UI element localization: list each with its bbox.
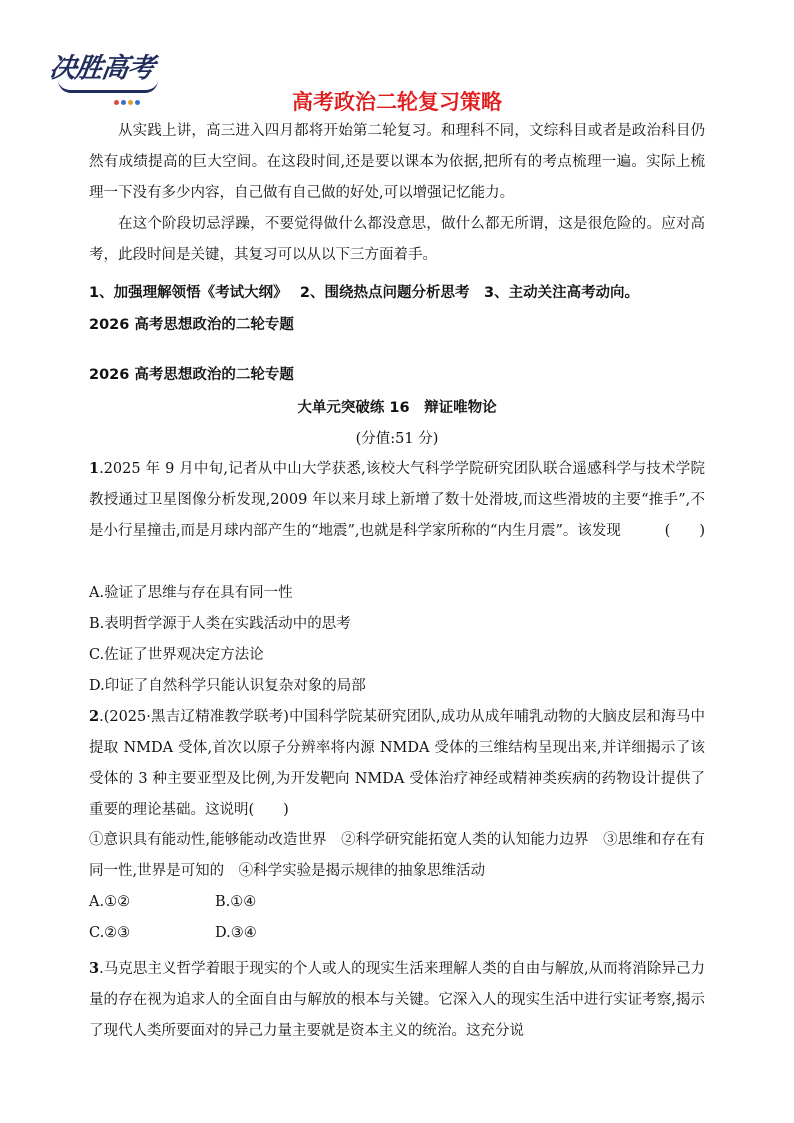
topic-heading-2: 2026 高考思想政治的二轮专题 xyxy=(89,367,294,383)
question-3 xyxy=(89,953,705,1047)
question-1 xyxy=(89,453,705,547)
exercise-title: 大单元突破练 16 辩证唯物论 xyxy=(297,400,497,416)
question-1-number: 1 xyxy=(89,460,100,477)
question-1-option-b: B.表明哲学源于人类在实践活动中的思考 xyxy=(89,616,351,632)
question-2-option-a: A.①② xyxy=(89,894,131,910)
question-1-option-a: A.验证了思维与存在具有同一性 xyxy=(89,585,293,601)
question-3-stem: .马克思主义哲学着眼于现实的个人或人的现实生活来理解人类的自由与解放,从而将消除异己力量的存在视为追求人的全面自由与解放的根本与关键。它深入人的现实生活中进行实证考察,揭示了现代人类所要面对的异己力量主要就是资本主义的统治。这充分说 xyxy=(89,961,705,1039)
question-1-option-c: C.佐证了世界观决定方法论 xyxy=(89,647,264,663)
strategy-points: 1、加强理解领悟《考试大纲》 2、围绕热点问题分析思考 3、主动关注高考动向。 xyxy=(89,285,640,301)
question-3-number: 3 xyxy=(89,960,100,977)
question-2-stem: .(2025·黑吉辽精准教学联考)中国科学院某研究团队,成功从成年哺乳动物的大脑皮层和海马中提取 NMDA 受体,首次以原子分辨率将内源 NMDA 受体的三维结构呈现出来,并详细揭示了该受体的 3 种主要亚型及比例,为开发靶向 NMDA 受体治疗神经或精神类疾病的药物设计提供了重要的理论基础。这说明( ) xyxy=(89,709,705,818)
question-1-answer-blank: ( ) xyxy=(664,523,705,539)
question-2-option-b: B.①④ xyxy=(215,894,257,910)
intro-paragraph-1: 从实践上讲，高三进入四月都将开始第二轮复习。和理科不同，文综科目或者是政治科目仍然有成绩提高的巨大空间。在这段时间,还是要以课本为依据,把所有的考点梳理一遍。实际上梳理一下没有多少内容，自己做有自己做的好处,可以增强记忆能力。 xyxy=(89,123,705,201)
question-2-option-d: D.③④ xyxy=(215,925,257,941)
question-2-number: 2 xyxy=(89,708,100,725)
intro-paragraph-2: 在这个阶段切忌浮躁，不要觉得做什么都没意思，做什么都无所谓，这是很危险的。应对高考，此段时间是关键，其复习可以从以下三方面着手。 xyxy=(89,216,705,263)
question-2-option-c: C.②③ xyxy=(89,925,131,941)
logo-text: 决胜高考 xyxy=(47,53,156,84)
question-1-option-d: D.印证了自然科学只能认识复杂对象的局部 xyxy=(89,678,366,694)
question-1-stem: .2025 年 9 月中旬,记者从中山大学获悉,该校大气科学学院研究团队联合遥感科学与技术学院教授通过卫星图像分析发现,2009 年以来月球上新增了数十处滑坡,而这些滑坡的主要“推手”,不是小行星撞击,而是月球内部产生的“地震”,也就是科学家所称的“内生月震”。该发现 xyxy=(89,461,705,539)
page-title: 高考政治二轮复习策略 xyxy=(292,90,502,114)
question-2 xyxy=(89,701,705,826)
topic-heading-1: 2026 高考思想政治的二轮专题 xyxy=(89,317,294,333)
question-2-statements: ①意识具有能动性,能够能动改造世界 ②科学研究能拓宽人类的认知能力边界 ③思维和存在有同一性,世界是可知的 ④科学实验是揭示规律的抽象思维活动 xyxy=(89,832,705,879)
exercise-score: (分值:51 分) xyxy=(355,431,439,447)
